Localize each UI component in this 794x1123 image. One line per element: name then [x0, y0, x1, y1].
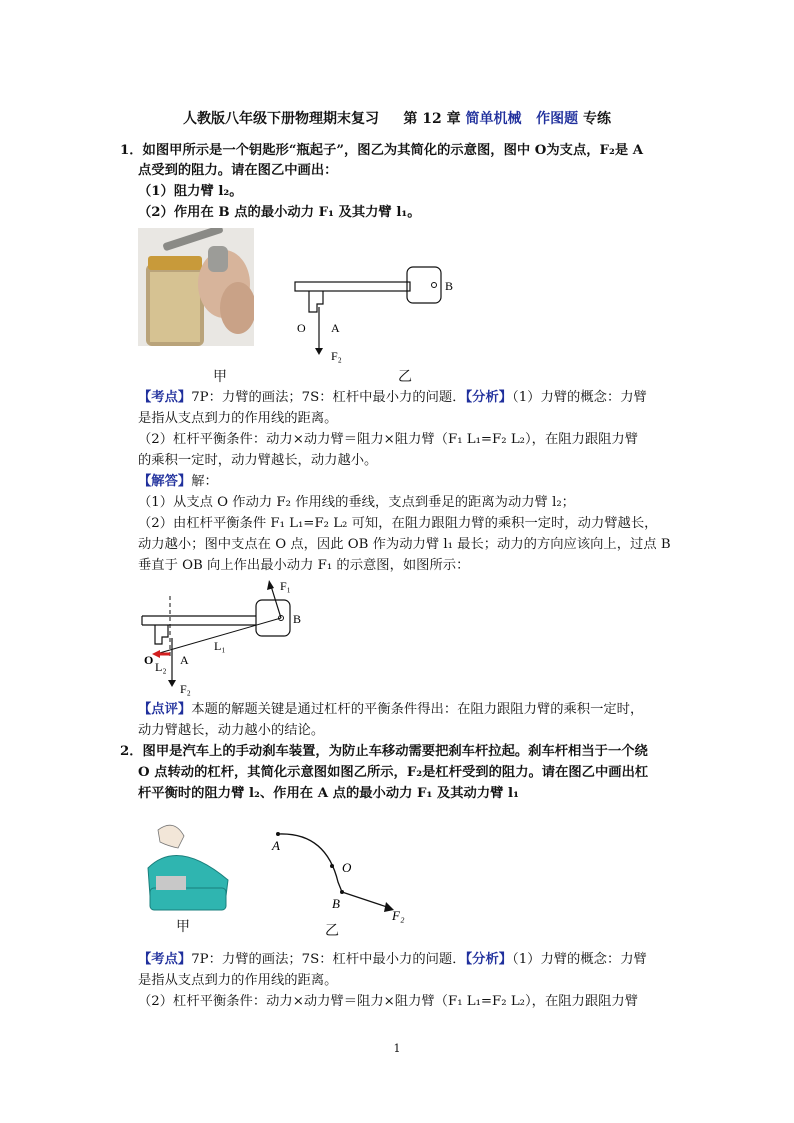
- q2-force-f2: [342, 892, 390, 908]
- q2-point-a-dot: [276, 832, 280, 836]
- q2-fenxi-line3: （2）杠杆平衡条件：动力×动力臂＝阻力×阻力臂（F₁ L₁=F₂ L₂），在阻力跟阻力臂: [138, 994, 639, 1009]
- handbrake-image: [138, 818, 238, 918]
- handbrake-photo: [138, 818, 238, 918]
- q1-lever-diagram: [285, 262, 470, 372]
- q2-fenxi-text: （1）力臂的概念：力臂: [512, 952, 647, 967]
- q1-line1: 1．如图甲所示是一个钥匙形“瓶起子”，图乙为其简化的示意图，图中 O为支点，F₂是 A: [120, 143, 644, 158]
- q1-fenxi-line4: 的乘积一定时，动力臂越长，动力越小。: [138, 453, 378, 468]
- title-type: 作图题: [536, 111, 579, 127]
- q2-lever-diagram: [262, 822, 422, 932]
- jieda-tag: 【解答】: [138, 474, 192, 489]
- q2-label-a: A: [272, 838, 280, 853]
- q1-jieda-line1: （1）从支点 O 作动力 F₂ 作用线的垂线，支点到垂足的距离为动力臂 l₂；: [138, 495, 575, 510]
- q1-dianping: [138, 700, 643, 720]
- q2-fenxi-tag: 【分析】: [465, 952, 513, 967]
- q2-point-o-dot: [330, 864, 334, 868]
- label-b: B: [445, 279, 454, 293]
- q1-kaodian: [138, 388, 647, 408]
- jieda-text: 解：: [191, 474, 218, 489]
- q2-caption-jia: 甲: [176, 919, 190, 935]
- ans-label-l2: L₂: [155, 660, 167, 674]
- page-number: 1: [393, 1042, 401, 1055]
- ans-key-tooth: [155, 625, 168, 644]
- q1-dianping-line2: 动力臂越长，动力越小的结论。: [138, 723, 325, 738]
- key-shaft: [295, 282, 410, 291]
- kaodian-tag: 【考点】: [138, 390, 192, 405]
- label-o: O: [297, 321, 306, 335]
- q2-line3: 杆平衡时的阻力臂 l₂、作用在 A 点的最小动力 F₁ 及其动力臂 l₁: [138, 786, 519, 801]
- q1-answer-diagram: [138, 576, 318, 698]
- ans-label-b: B: [293, 612, 302, 626]
- q1-line2: 点受到的阻力。请在图乙中画出：: [138, 163, 338, 178]
- q2-line2: O 点转动的杠杆，其简化示意图如图乙所示，F₂是杠杆受到的阻力。请在图乙中画出杠: [138, 765, 649, 780]
- point-b-marker: [432, 283, 437, 288]
- q2-caption-yi: 乙: [325, 923, 339, 939]
- q1-jieda-line2: （2）由杠杆平衡条件 F₁ L₁=F₂ L₂ 可知，在阻力跟阻力臂的乘积一定时，动力臂越长，: [138, 516, 658, 531]
- ans-label-o: O: [144, 653, 154, 667]
- title-chapter: 第 12 章: [403, 111, 461, 127]
- q1-jieda: [138, 472, 218, 492]
- q1-caption-yi: 乙: [398, 369, 412, 385]
- page-title: [0, 108, 794, 128]
- q1-line3: （1）阻力臂 l₂。: [138, 184, 243, 199]
- q2-kaodian: [138, 950, 647, 970]
- bottle-opener-image: [138, 228, 254, 346]
- title-topic: 简单机械: [465, 111, 522, 127]
- f1-arrowhead: [267, 580, 274, 590]
- ans-label-a: A: [180, 653, 189, 667]
- bottle-opener-photo: [138, 228, 254, 346]
- title-part1: 人教版八年级下册物理期末复习: [183, 111, 379, 127]
- kaodian-text: 7P：力臂的画法；7S：杠杆中最小力的问题．: [191, 390, 466, 405]
- ans-label-f1: F₁: [280, 579, 291, 593]
- q1-jieda-line4: 垂直于 OB 向上作出最小动力 F₁ 的示意图，如图所示：: [138, 558, 470, 573]
- q1-line4: （2）作用在 B 点的最小动力 F₁ 及其力臂 l₁。: [138, 205, 421, 220]
- title-tail: 专练: [582, 111, 611, 127]
- ans-f2-arrowhead: [168, 680, 176, 687]
- key-head: [407, 267, 441, 303]
- q2-line1: 2．图甲是汽车上的手动刹车装置，为防止车移动需要把刹车杆拉起。刹车杆相当于一个绕: [120, 744, 648, 759]
- ans-label-f2: F₂: [180, 682, 191, 696]
- q2-label-o: O: [342, 860, 352, 875]
- key-tooth: [309, 291, 323, 312]
- fenxi-text: （1）力臂的概念：力臂: [512, 390, 647, 405]
- dianping-tag: 【点评】: [138, 702, 192, 717]
- q1-caption-jia: 甲: [213, 369, 227, 385]
- fenxi-tag: 【分析】: [465, 390, 513, 405]
- f2-arrowhead: [315, 348, 323, 355]
- q2-kaodian-tag: 【考点】: [138, 952, 192, 967]
- q1-jieda-line3: 动力越小；图中支点在 O 点，因此 OB 作为动力臂 l₁ 最长；动力的方向应该向上，过点 B: [138, 537, 671, 552]
- brake-lever-curve: [278, 834, 342, 892]
- q2-kaodian-text: 7P：力臂的画法；7S：杠杆中最小力的问题．: [191, 952, 466, 967]
- label-a: A: [331, 321, 340, 335]
- q2-label-f2: F₂: [392, 908, 405, 923]
- label-f2: F₂: [331, 349, 342, 363]
- q2-fenxi-line2: 是指从支点到力的作用线的距离。: [138, 973, 338, 988]
- q2-label-b: B: [332, 896, 340, 911]
- q1-fenxi-line2: 是指从支点到力的作用线的距离。: [138, 411, 338, 426]
- ans-key-head: [256, 600, 290, 636]
- q1-fenxi-line3: （2）杠杆平衡条件：动力×动力臂＝阻力×阻力臂（F₁ L₁=F₂ L₂），在阻力跟阻力臂: [138, 432, 639, 447]
- ans-label-l1: L₁: [214, 639, 226, 653]
- dianping-text: 本题的解题关键是通过杠杆的平衡条件得出：在阻力跟阻力臂的乘积一定时，: [191, 702, 644, 717]
